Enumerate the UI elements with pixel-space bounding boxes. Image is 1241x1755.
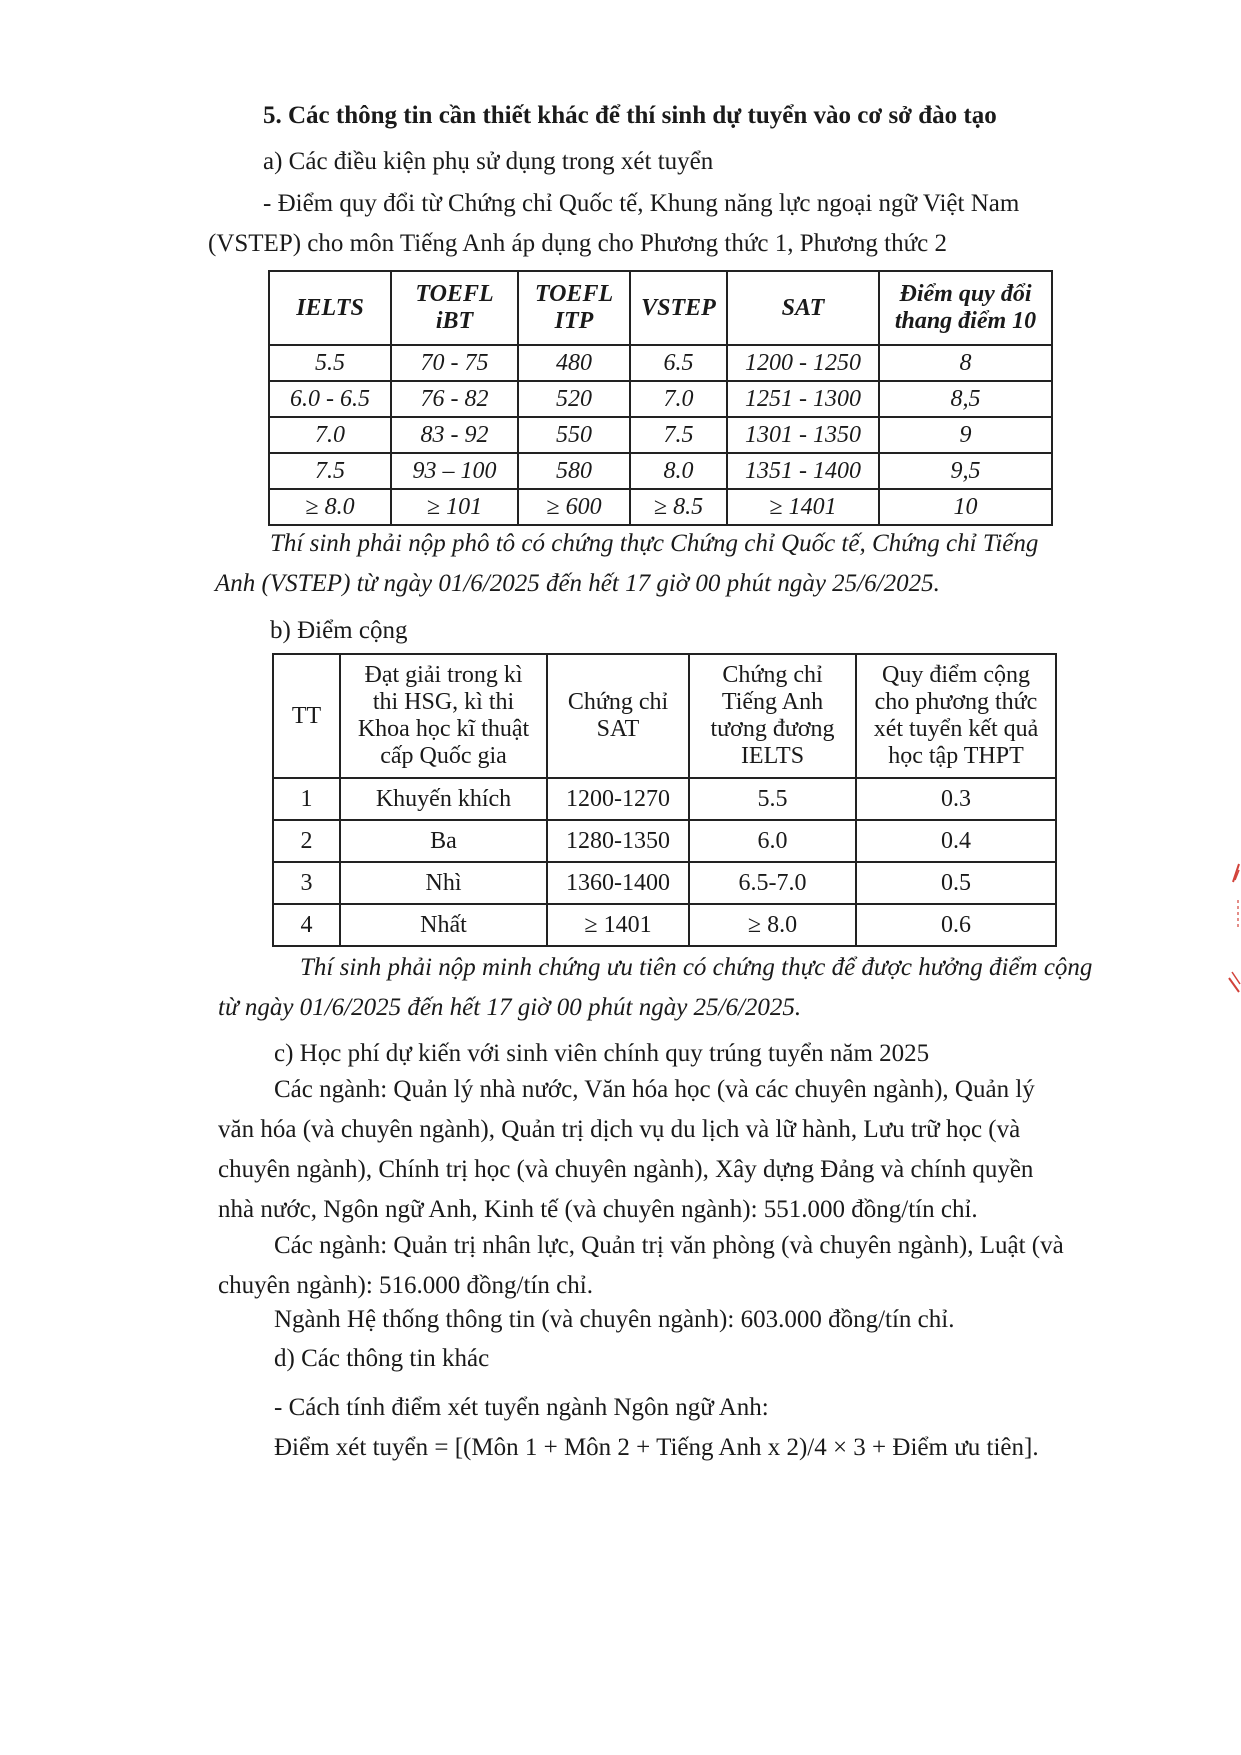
table-cell: 83 - 92 <box>391 417 518 453</box>
table-cell: Nhì <box>340 862 547 904</box>
table-cell: 2 <box>273 820 340 862</box>
table-cell: 6.0 - 6.5 <box>269 381 391 417</box>
table-cell: 4 <box>273 904 340 946</box>
table-cell: ≥ 1401 <box>547 904 689 946</box>
table-cell: ≥ 101 <box>391 489 518 525</box>
section-d-line1: - Cách tính điểm xét tuyển ngành Ngôn ngữ Anh: <box>274 1394 769 1421</box>
header-cell: SAT <box>727 271 879 345</box>
bonus-table <box>272 653 1057 947</box>
table-row <box>269 453 1052 489</box>
table-cell: 7.0 <box>630 381 727 417</box>
section-b-note-line1: Thí sinh phải nộp minh chứng ưu tiên có chứng thực để được hưởng điểm cộng <box>300 954 1093 981</box>
header-cell: Đạt giải trong kì thi HSG, kì thi Khoa học kĩ thuật cấp Quốc gia <box>340 654 547 778</box>
table-cell: 76 - 82 <box>391 381 518 417</box>
table-cell: 6.0 <box>689 820 856 862</box>
table-cell: 520 <box>518 381 630 417</box>
table-cell: ≥ 8.0 <box>269 489 391 525</box>
table-cell: 7.5 <box>630 417 727 453</box>
section-a-intro-line1: - Điểm quy đổi từ Chứng chỉ Quốc tế, Khung năng lực ngoại ngữ Việt Nam <box>263 190 1020 217</box>
header-cell: IELTS <box>269 271 391 345</box>
table-cell: 1200 - 1250 <box>727 345 879 381</box>
section-a-title: a) Các điều kiện phụ sử dụng trong xét tuyển <box>263 148 714 175</box>
table-cell: 9 <box>879 417 1052 453</box>
table-row <box>269 489 1052 525</box>
section-c-p1-line2: văn hóa (và chuyên ngành), Quản trị dịch vụ du lịch và lữ hành, Lưu trữ học (và <box>218 1116 1021 1143</box>
header-cell: TOEFL iBT <box>391 271 518 345</box>
table-cell: 1200-1270 <box>547 778 689 820</box>
stamp-edge-mark <box>1223 860 1241 1000</box>
header-cell: Chứng chỉ Tiếng Anh tương đương IELTS <box>689 654 856 778</box>
section-heading: 5. Các thông tin cần thiết khác để thí sinh dự tuyển vào cơ sở đào tạo <box>263 102 997 129</box>
table-cell: 10 <box>879 489 1052 525</box>
header-cell: Chứng chỉ SAT <box>547 654 689 778</box>
table-cell: 1 <box>273 778 340 820</box>
table-cell: 1351 - 1400 <box>727 453 879 489</box>
table-cell: 0.5 <box>856 862 1056 904</box>
section-c-p2-line1: Các ngành: Quản trị nhân lực, Quản trị văn phòng (và chuyên ngành), Luật (và <box>274 1232 1064 1259</box>
table-row <box>273 778 1056 820</box>
section-c-p2-line2: chuyên ngành): 516.000 đồng/tín chỉ. <box>218 1272 593 1299</box>
table-cell: 1251 - 1300 <box>727 381 879 417</box>
table-cell: 8,5 <box>879 381 1052 417</box>
table-row <box>269 345 1052 381</box>
table-cell: 8 <box>879 345 1052 381</box>
table-cell: 6.5-7.0 <box>689 862 856 904</box>
table-cell: Khuyến khích <box>340 778 547 820</box>
header-cell: TT <box>273 654 340 778</box>
table-row <box>269 417 1052 453</box>
table-cell: ≥ 600 <box>518 489 630 525</box>
section-c-p1-line1: Các ngành: Quản lý nhà nước, Văn hóa học (và các chuyên ngành), Quản lý <box>274 1076 1035 1103</box>
table-cell: 480 <box>518 345 630 381</box>
table-cell: Nhất <box>340 904 547 946</box>
header-cell: TOEFL ITP <box>518 271 630 345</box>
table-cell: 0.6 <box>856 904 1056 946</box>
table-cell: 9,5 <box>879 453 1052 489</box>
table-cell: 0.4 <box>856 820 1056 862</box>
formula-line: Điểm xét tuyển = [(Môn 1 + Môn 2 + Tiếng Anh x 2)/4 × 3 + Điểm ưu tiên]. <box>274 1434 1039 1461</box>
table-cell: 8.0 <box>630 453 727 489</box>
table-cell: Ba <box>340 820 547 862</box>
table-cell: 6.5 <box>630 345 727 381</box>
table-cell: 5.5 <box>689 778 856 820</box>
conversion-table <box>268 270 1053 526</box>
table-cell: ≥ 8.0 <box>689 904 856 946</box>
table-cell: 5.5 <box>269 345 391 381</box>
table-cell: 93 – 100 <box>391 453 518 489</box>
section-c-p1-line3: chuyên ngành), Chính trị học (và chuyên ngành), Xây dựng Đảng và chính quyền <box>218 1156 1034 1183</box>
header-cell: VSTEP <box>630 271 727 345</box>
section-c-p3: Ngành Hệ thống thông tin (và chuyên ngành): 603.000 đồng/tín chỉ. <box>274 1306 955 1333</box>
table-cell: ≥ 1401 <box>727 489 879 525</box>
table-cell: 1301 - 1350 <box>727 417 879 453</box>
section-d-title: d) Các thông tin khác <box>274 1345 490 1372</box>
table-cell: 7.5 <box>269 453 391 489</box>
table-cell: 0.3 <box>856 778 1056 820</box>
table-row <box>273 862 1056 904</box>
table-row <box>273 904 1056 946</box>
table-cell: 1360-1400 <box>547 862 689 904</box>
section-a-intro-line2: (VSTEP) cho môn Tiếng Anh áp dụng cho Phương thức 1, Phương thức 2 <box>208 230 947 257</box>
section-c-p1-line4: nhà nước, Ngôn ngữ Anh, Kinh tế (và chuyên ngành): 551.000 đồng/tín chỉ. <box>218 1196 978 1223</box>
table-row <box>269 381 1052 417</box>
table-cell: 580 <box>518 453 630 489</box>
table-cell: 7.0 <box>269 417 391 453</box>
header-cell: Điểm quy đổi thang điểm 10 <box>879 271 1052 345</box>
table-cell: ≥ 8.5 <box>630 489 727 525</box>
section-a-note-line1: Thí sinh phải nộp phô tô có chứng thực Chứng chỉ Quốc tế, Chứng chỉ Tiếng <box>270 530 1039 557</box>
table-cell: 1280-1350 <box>547 820 689 862</box>
section-c-title: c) Học phí dự kiến với sinh viên chính quy trúng tuyển năm 2025 <box>274 1040 930 1067</box>
table-row <box>273 820 1056 862</box>
section-b-note-line2: từ ngày 01/6/2025 đến hết 17 giờ 00 phút ngày 25/6/2025. <box>218 994 802 1021</box>
table-cell: 70 - 75 <box>391 345 518 381</box>
table-cell: 3 <box>273 862 340 904</box>
section-b-title: b) Điểm cộng <box>270 617 408 644</box>
table-cell: 550 <box>518 417 630 453</box>
header-cell: Quy điểm cộng cho phương thức xét tuyển kết quả học tập THPT <box>856 654 1056 778</box>
section-a-note-line2: Anh (VSTEP) từ ngày 01/6/2025 đến hết 17 giờ 00 phút ngày 25/6/2025. <box>215 570 940 597</box>
